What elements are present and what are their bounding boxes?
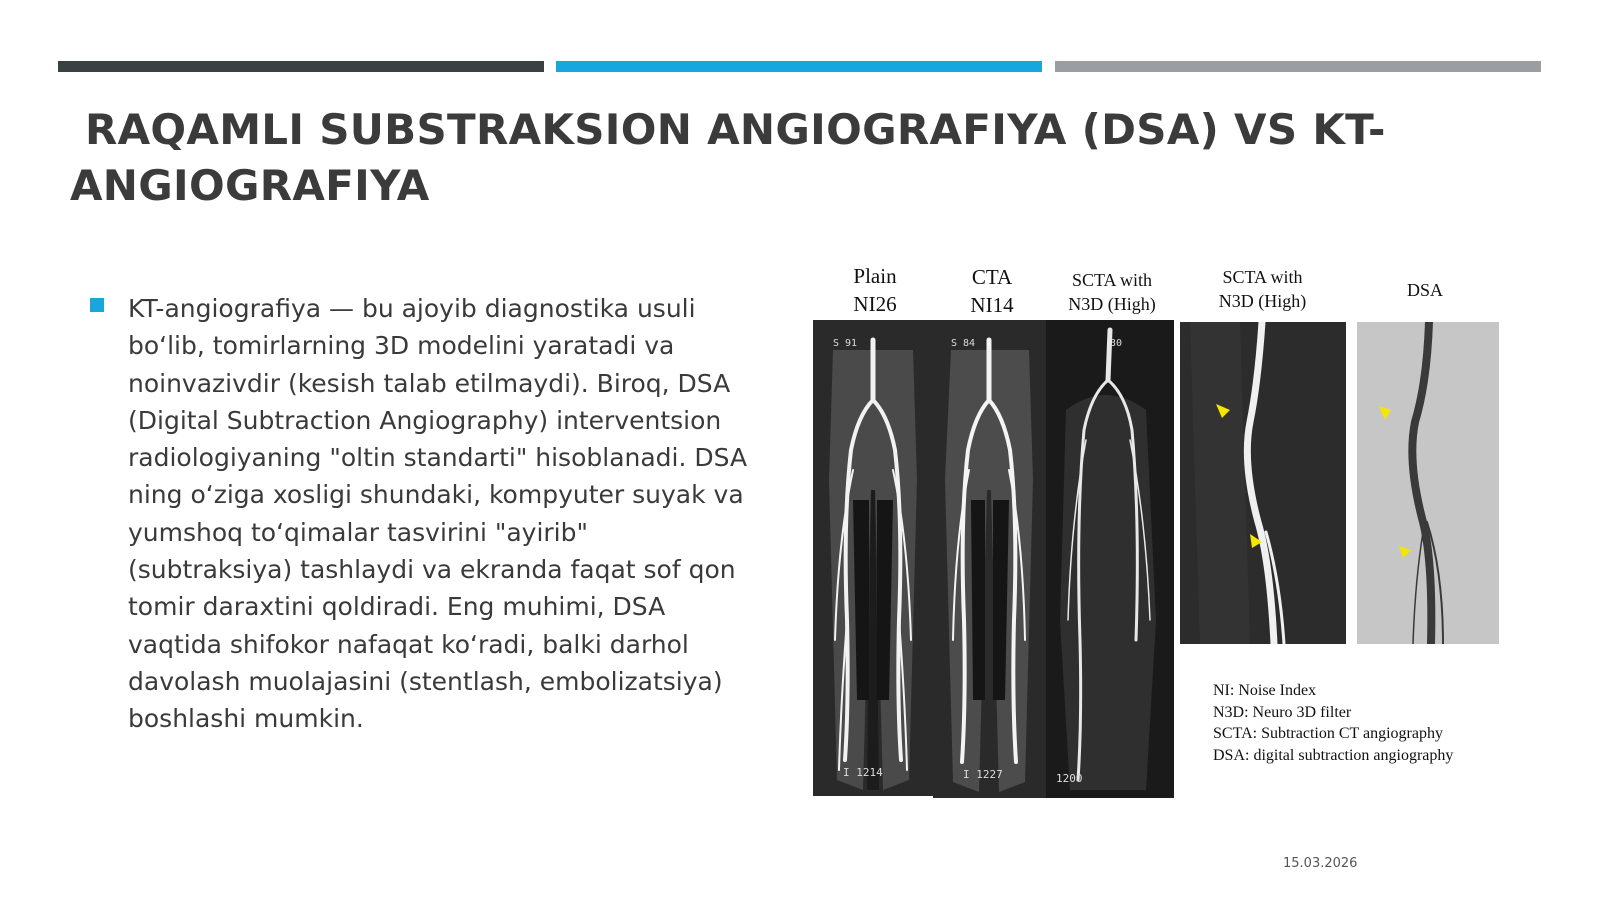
legend-item: N3D: Neuro 3D filter [1213,703,1352,721]
legend-item: SCTA: Subtraction CT angiography [1213,725,1443,742]
slide-date: 15.03.2026 [1283,856,1358,871]
bullet-text: KT-angiografiya — bu ajoyib diagnostika usuli bo‘lib, tomirlarning 3D modelini yaratadi va noinvazivdir (kesish talab etilmaydi). Biroq, DSA (Digital Subtraction Angiography) interventsion radiologiyaning "oltin standarti" hisoblanadi. DSA ning o‘ziga xosligi shundaki, kompyuter suyak va yumshoq to‘qimalar tasvirini "ayirib" (subtraksiya) tashlaydi va ekranda faqat sof qon tomir daraxtini qoldiradi. Eng muhimi, DSA vaqtida shifokor nafaqat ko‘radi, balki darhol davolash muolajasini (stentlash, embolizatsiya) boshlashi mumkin. [128,294,748,734]
column-label-cta: CTA NI14 [970,265,1014,317]
bullet-square-icon [90,298,104,312]
image-panel-scta [1046,320,1174,798]
slide-title: RAQAMLI SUBSTRAKSION ANGIOGRAFIYA (DSA) VS KT-ANGIOGRAFIYA [70,105,1386,210]
plain-bottom-overlay: I 1214 [843,766,883,779]
image-panel-scta-zoom [1180,322,1346,644]
legend-item: NI: Noise Index [1213,682,1317,699]
header-bar-grey [1055,61,1541,72]
header-bar-dark [58,61,544,72]
scta-top-overlay: 30 [1110,338,1123,349]
column-label-plain: Plain NI26 [853,264,897,316]
image-panel-plain [813,320,933,796]
image-panel-cta [933,320,1046,798]
plain-top-overlay: S 91 [833,338,858,349]
figure-legend [1213,680,1453,766]
column-label-scta-1: SCTA with N3D (High) [1068,270,1156,314]
scta-bottom-overlay: 1200 [1056,772,1083,785]
cta-bottom-overlay: I 1227 [963,768,1003,781]
image-panel-dsa [1357,322,1499,644]
legend-item: DSA: digital subtraction angiography [1213,746,1454,764]
bullet-list [90,290,750,738]
cta-top-overlay: S 84 [951,338,976,349]
column-label-dsa: DSA [1406,280,1443,300]
header-bar-accent [556,61,1042,72]
column-label-scta-2: SCTA with N3D (High) [1218,267,1307,311]
